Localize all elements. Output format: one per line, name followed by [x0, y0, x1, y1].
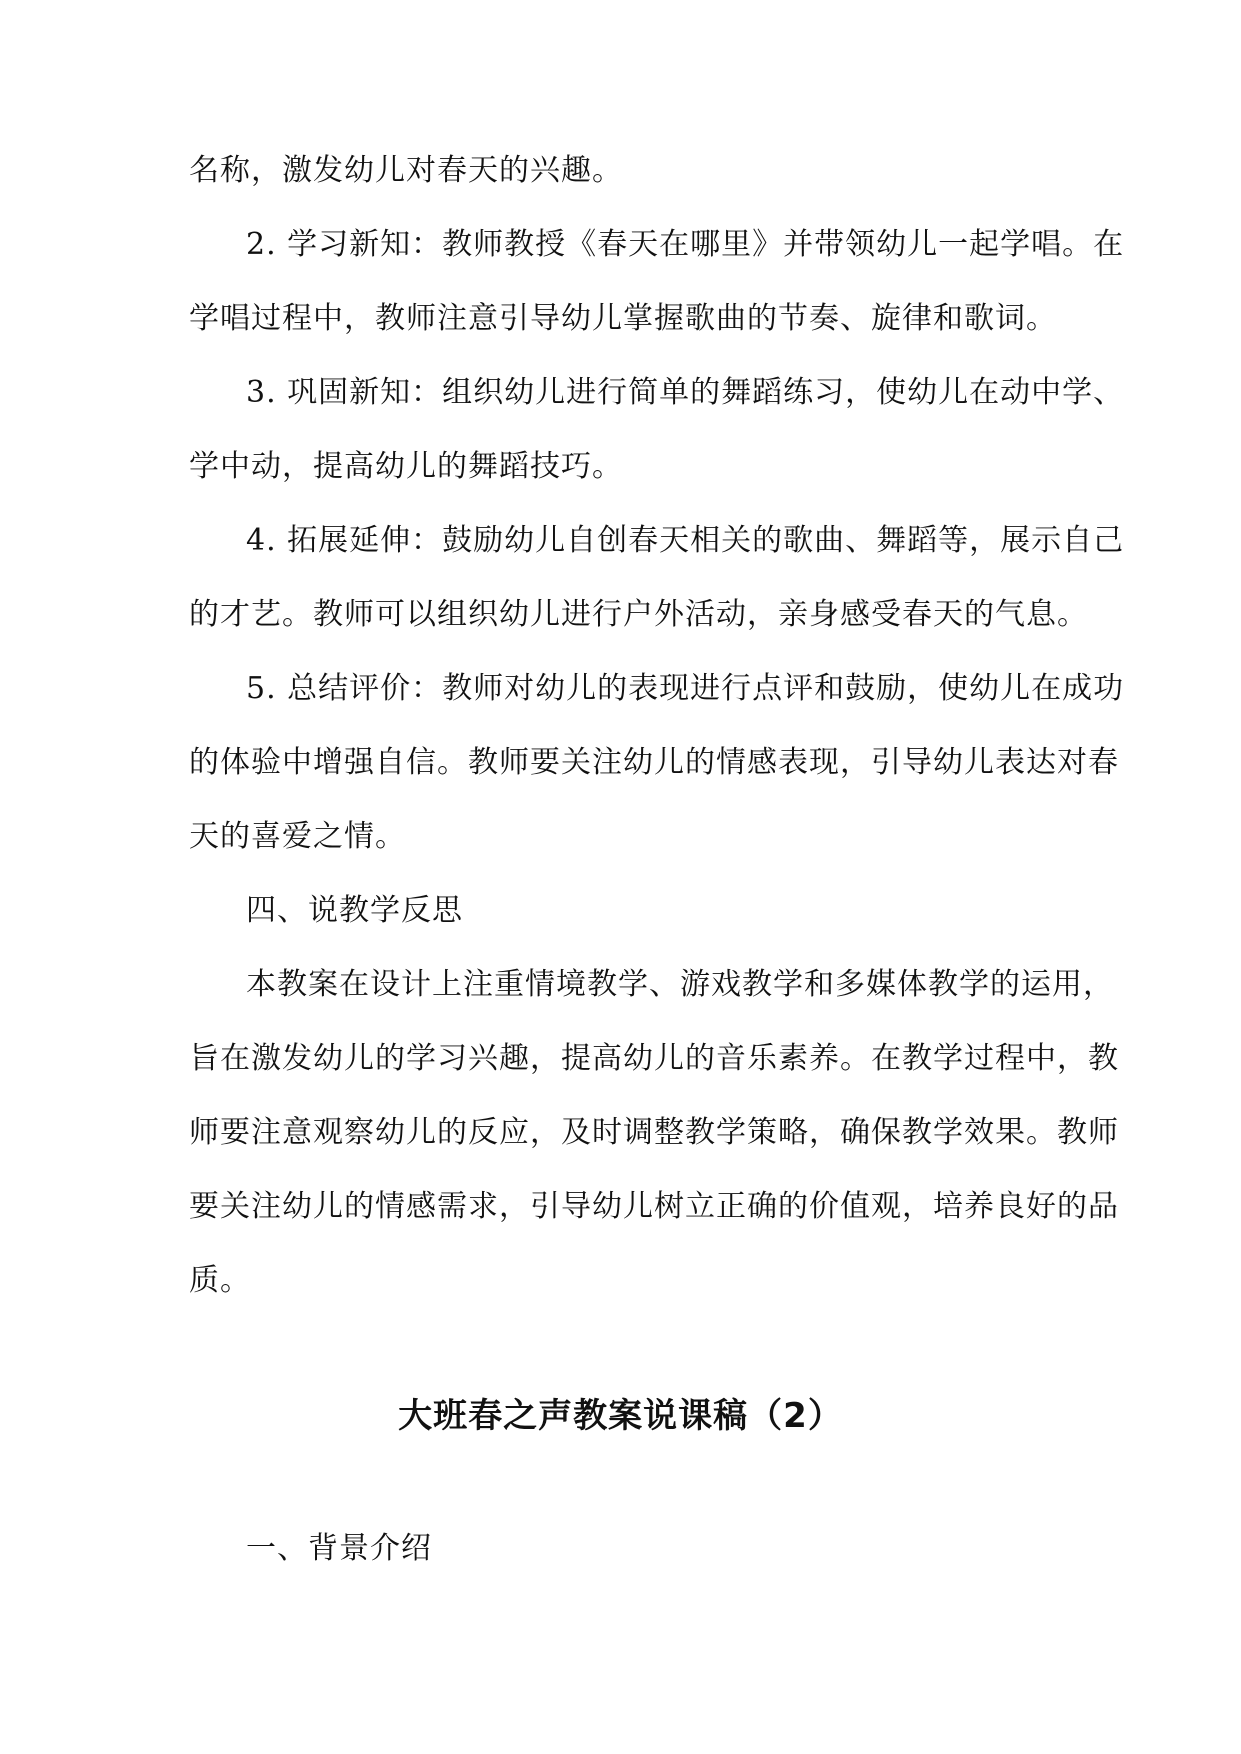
paragraph-line: 学中动，提高幼儿的舞蹈技巧。 — [189, 449, 623, 484]
document-title: 大班春之声教案说课稿（2） — [398, 1396, 843, 1436]
paragraph-line: 的才艺。教师可以组织幼儿进行户外活动，亲身感受春天的气息。 — [189, 597, 1088, 632]
paragraph-line: 5. 总结评价：教师对幼儿的表现进行点评和鼓励，使幼儿在成功 — [246, 671, 1125, 706]
paragraph-line: 天的喜爱之情。 — [189, 819, 406, 854]
section-heading: 四、说教学反思 — [246, 893, 463, 928]
paragraph-line: 师要注意观察幼儿的反应，及时调整教学策略，确保教学效果。教师 — [189, 1115, 1119, 1150]
paragraph-line: 质。 — [189, 1263, 251, 1298]
paragraph-line: 3. 巩固新知：组织幼儿进行简单的舞蹈练习，使幼儿在动中学、 — [246, 375, 1125, 410]
paragraph-line: 学唱过程中，教师注意引导幼儿掌握歌曲的节奏、旋律和歌词。 — [189, 301, 1057, 336]
paragraph-line: 名称，激发幼儿对春天的兴趣。 — [189, 153, 623, 188]
paragraph-line: 2. 学习新知：教师教授《春天在哪里》并带领幼儿一起学唱。在 — [246, 227, 1125, 262]
paragraph-line: 要关注幼儿的情感需求，引导幼儿树立正确的价值观，培养良好的品 — [189, 1189, 1119, 1224]
section-heading: 一、背景介绍 — [246, 1531, 432, 1566]
paragraph-line: 的体验中增强自信。教师要关注幼儿的情感表现，引导幼儿表达对春 — [189, 745, 1119, 780]
paragraph-line: 旨在激发幼儿的学习兴趣，提高幼儿的音乐素养。在教学过程中，教 — [189, 1041, 1119, 1076]
paragraph-line: 4. 拓展延伸：鼓励幼儿自创春天相关的歌曲、舞蹈等，展示自己 — [246, 523, 1125, 558]
paragraph-line: 本教案在设计上注重情境教学、游戏教学和多媒体教学的运用， — [246, 967, 1114, 1002]
